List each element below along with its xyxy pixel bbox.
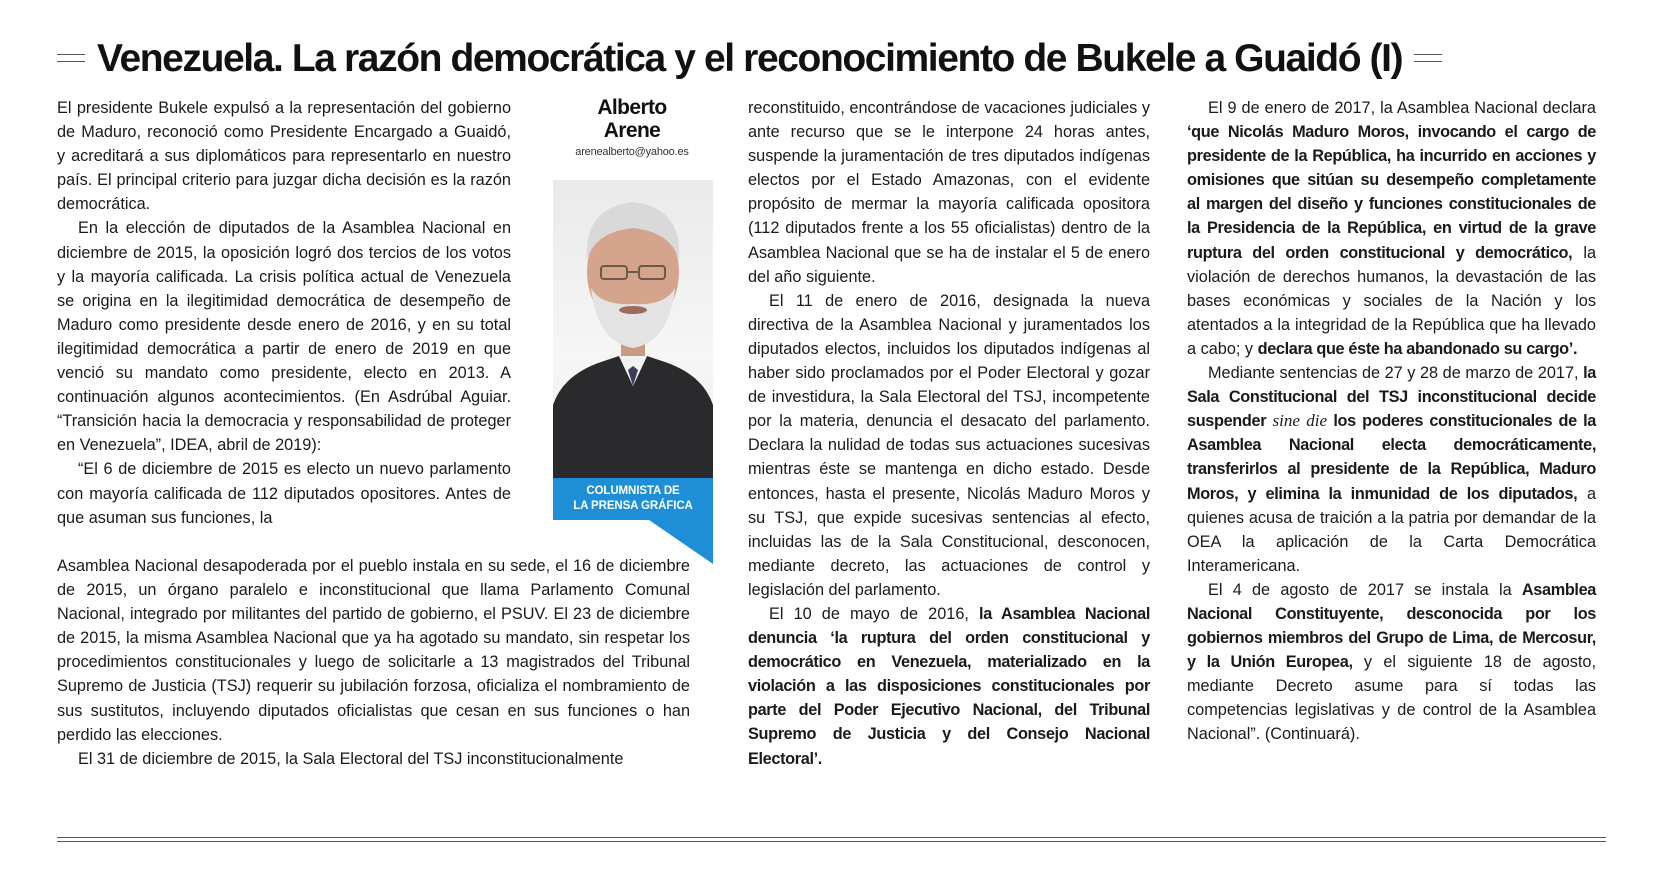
text-run: y el siguiente 18 de agosto, mediante Decreto asume para sí todas las competencias legislativas y de control de la Asamblea Nacional”. (Continuará). (1187, 653, 1596, 744)
paragraph (1187, 361, 1596, 578)
bold-text-run: ‘que Nicolás Maduro Moros, invocando el cargo de presidente de la República, ha incurrido en acciones y omisiones que sitúan su desempeño completamente al margen del diseño y funciones constitucionales de la Presidencia de la República, en virtud de la grave ruptura del orden constitucional y democrático, (1187, 123, 1596, 262)
badge-tail-shape (649, 520, 713, 564)
text-run: El 4 de agosto de 2017 se instala la (1208, 580, 1522, 599)
paragraph: El 11 de enero de 2016, designada la nueva directiva de la Asamblea Nacional y juramentados los diputados electos, incluidos los diputados indígenas al haber sido proclamados por el Poder Electoral y gozar de investidura, la Sala Electoral del TSJ, incompetente por la materia, denuncia el desacato del parlamento. Declara la nulidad de todas sus actuaciones sucesivas mientras éste se mantenga en dicho estado. Desde entonces, hasta el presente, Nicolás Maduro Moros y su TSJ, que expide sucesivas sentencias al efecto, incluidas las de la Sala Constitucional, desconocen, mediante decreto, las actuaciones de control y legislación del parlamento. (748, 291, 1150, 599)
author-photo (553, 180, 713, 478)
text-run: El 9 de enero de 2017, la Asamblea Nacional declara (1208, 99, 1596, 117)
bold-text-run: la Asamblea Nacional denuncia ‘la ruptura del orden constitucional y democrático en Venezuela, materializado en la violación a las disposiciones constitucionales por parte del Poder Ejecutivo Nacional, del Tribunal Supremo de Justicia y del Consejo Nacional Electoral’. (748, 604, 1150, 768)
bold-text-run: Asamblea Nacional Constituyente, desconocida por los gobiernos miembros del Grupo de Lima, de Mercosur, y la Unión Europea, (1187, 580, 1596, 672)
headline-rule-left (57, 54, 85, 62)
paragraph: En la elección de diputados de la Asamblea Nacional en diciembre de 2015, la oposición logró dos tercios de los votos y la mayoría calificada. La crisis política actual de Venezuela se origina en la ilegitimidad democrática de desempeño de Maduro como presidente desde enero de 2016, y en su total ilegitimidad democrática a partir de enero de 2019 en que venció su mandato como presidente, electo en 2013. A continuación algunos acontecimientos. (En Asdrúbal Aguiar. “Transición hacia la democracia y responsabilidad de proteger en Venezuela”, IDEA, abril de 2019): (57, 219, 511, 455)
bold-text-run: declara que éste ha abandonado su cargo’. (1257, 339, 1578, 358)
badge-line-1: COLUMNISTA DE (586, 485, 680, 497)
text-run: a quienes acusa de traición a la patria por demandar de la OEA la aplicación de la Carta Democrática Interamericana. (1187, 484, 1596, 575)
footer-rule (57, 837, 1606, 842)
author-first-name: Alberto (597, 96, 667, 119)
italic-text-run: sine die (1272, 411, 1328, 431)
paragraph (748, 602, 1150, 771)
paragraph: El 31 de diciembre de 2015, la Sala Electoral del TSJ inconstitucionalmente (78, 749, 624, 768)
article-column-3 (1187, 96, 1596, 747)
article-column-1-wide (57, 554, 690, 771)
paragraph (1187, 96, 1596, 361)
author-box (551, 96, 713, 158)
headline-rule-right (1414, 54, 1442, 62)
badge-line-2: LA PRENSA GRÁFICA (573, 500, 693, 512)
article-headline: Venezuela. La razón democrática y el reconocimiento de Bukele a Guaidó (I) (97, 36, 1403, 80)
article-column-1 (57, 96, 511, 530)
bold-text-run: los poderes constitucionales de la Asamblea Nacional electa democráticamente, transferirlos al presidente de la República, Maduro Moros, y elimina la inmunidad de los diputados, (1187, 412, 1596, 503)
text-run: El 10 de mayo de 2016, (769, 604, 980, 623)
headline-bar (57, 28, 1617, 88)
paragraph: “El 6 de diciembre de 2015 es electo un nuevo parlamento con mayoría calificada de 112 diputados opositores. Antes de que asuman sus funciones, la (57, 460, 511, 527)
author-last-name: Arene (603, 119, 661, 142)
author-email[interactable]: arenealberto@yahoo.es (575, 146, 689, 158)
paragraph (1187, 578, 1596, 747)
text-run: la violación de derechos humanos, la devastación de las bases económicas y sociales de la Nación y los atentados a la integridad de la República que ha llevado a cabo; y (1187, 243, 1597, 358)
paragraph: Asamblea Nacional desapoderada por el pueblo instala en su sede, el 16 de diciembre de 2015, un órgano paralelo e inconstitucional que llama Parlamento Comunal Nacional, integrado por militantes del partido de gobierno, el PSUV. El 23 de diciembre de 2015, la misma Asamblea Nacional que ya ha agotado su mandato, sin respetar los procedimientos constitucionales y luego de solicitarle a 13 magistrados del Tribunal Supremo de Justicia (TSJ) requerir su jubilación forzosa, oficializa el nombramiento de sus sustitutos, incluyendo diputados oficialistas que cesan en sus funciones o han perdido las elecciones. (57, 557, 690, 744)
article-column-2 (748, 96, 1150, 771)
paragraph: El presidente Bukele expulsó a la representación del gobierno de Maduro, reconoció como Presidente Encargado a Guaidó, y acreditará a sus diplomáticos para representarlo en nuestro país. El principal criterio para juzgar dicha decisión es la razón democrática. (57, 99, 511, 214)
bold-text-run: la Sala Constitucional del TSJ inconstitucional decide suspender (1187, 364, 1596, 431)
paragraph: reconstituido, encontrándose de vacaciones judiciales y ante recurso que se le interpone 24 horas antes, suspende la juramentación de tres diputados indígenas electos por el Estado Amazonas, con el evidente propósito de mermar la mayoría calificada opositora (112 diputados frente a los 55 oficialistas) dentro de la Asamblea Nacional que se ha de instalar el 5 de enero del año siguiente. (748, 99, 1150, 286)
text-run: Mediante sentencias de 27 y 28 de marzo de 2017, (1208, 364, 1584, 383)
columnist-badge (553, 478, 713, 520)
